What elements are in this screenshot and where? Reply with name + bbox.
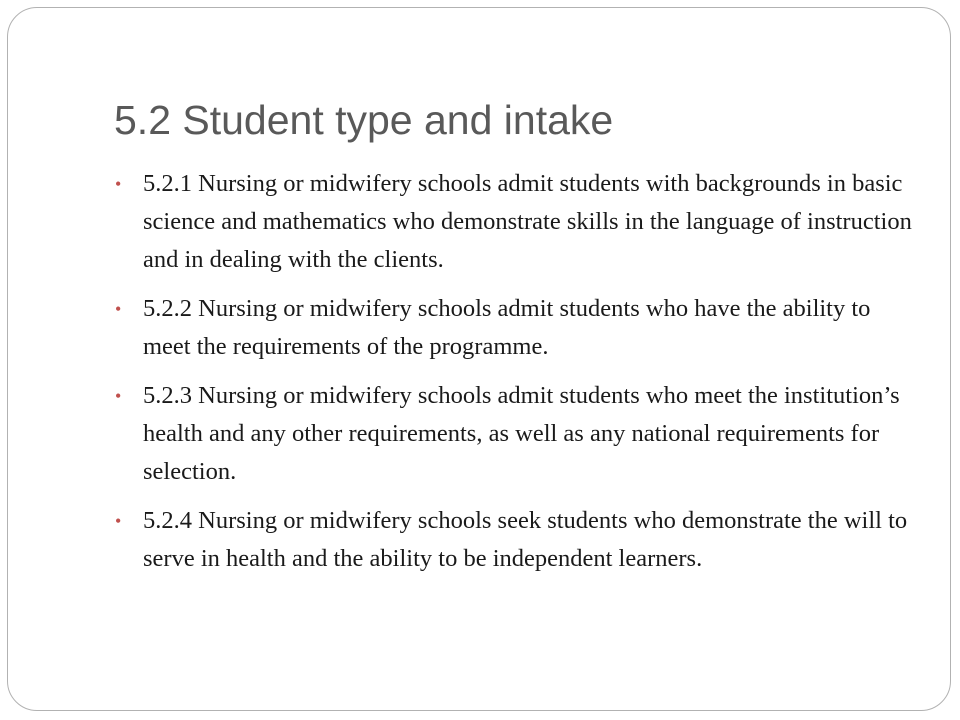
- bullet-text: 5.2.1 Nursing or midwifery schools admit students with backgrounds in basic science and mathematics who demonstrate skills in the language of instruction and in dealing with the clients.: [143, 170, 912, 273]
- bullet-list: [115, 165, 915, 589]
- bullet-item: [115, 290, 915, 366]
- slide-frame: [7, 7, 951, 711]
- bullet-dot-icon: •: [115, 174, 122, 194]
- bullet-dot-icon: •: [115, 299, 122, 319]
- slide-title: 5.2 Student type and intake: [114, 97, 614, 143]
- bullet-text: 5.2.3 Nursing or midwifery schools admit students who meet the institution’s health and any other requirements, as well as any national requirements for selection.: [143, 382, 900, 485]
- bullet-dot-icon: •: [115, 386, 122, 406]
- bullet-text: 5.2.4 Nursing or midwifery schools seek students who demonstrate the will to serve in health and the ability to be independent learners.: [143, 507, 908, 572]
- bullet-item: [115, 377, 915, 491]
- bullet-text: 5.2.2 Nursing or midwifery schools admit students who have the ability to meet the requirements of the programme.: [143, 295, 871, 360]
- bullet-item: [115, 502, 915, 578]
- bullet-item: [115, 165, 915, 279]
- bullet-dot-icon: •: [115, 511, 122, 531]
